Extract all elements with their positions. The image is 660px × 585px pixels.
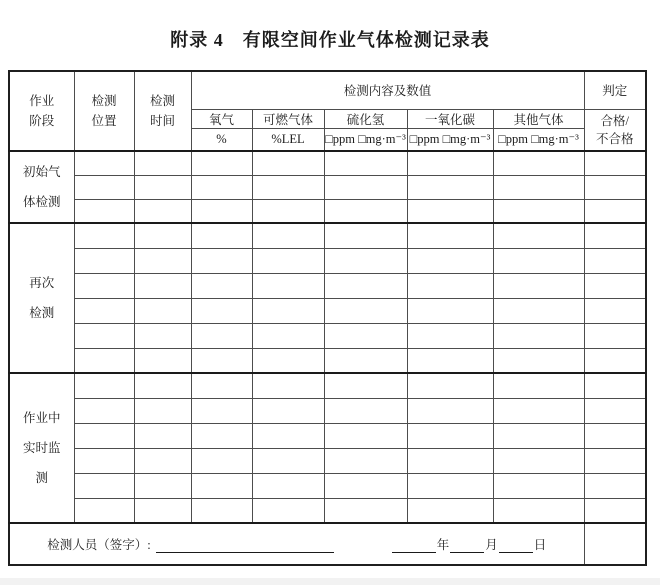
- data-cell: [252, 348, 324, 373]
- data-cell: [584, 175, 646, 199]
- data-cell: [324, 248, 407, 273]
- header-stage: 作业 阶段: [9, 71, 74, 151]
- data-cell: [74, 498, 134, 523]
- data-cell: [407, 473, 493, 498]
- data-cell: [584, 373, 646, 398]
- data-cell: [191, 298, 252, 323]
- data-cell: [493, 223, 584, 248]
- data-cell: [407, 398, 493, 423]
- page-title: 附录 4 有限空间作业气体检测记录表: [170, 30, 490, 50]
- unit-oxygen: %: [191, 128, 252, 151]
- header-judgment: 判定: [584, 71, 646, 109]
- data-cell: [493, 151, 584, 175]
- data-cell: [407, 298, 493, 323]
- data-cell: [191, 423, 252, 448]
- year-label: 年: [436, 538, 450, 552]
- data-cell: [252, 498, 324, 523]
- month-blank: [450, 539, 484, 553]
- data-cell: [324, 151, 407, 175]
- data-cell: [74, 199, 134, 223]
- data-cell: [493, 273, 584, 298]
- section-label-realtime: 作业中 实时监 测: [9, 373, 74, 523]
- data-cell: [74, 348, 134, 373]
- header-location: 检测 位置: [74, 71, 134, 151]
- data-cell: [407, 423, 493, 448]
- unit-other: □ppm □mg·m⁻³: [493, 128, 584, 151]
- data-cell: [584, 273, 646, 298]
- header-time: 检测 时间: [134, 71, 191, 151]
- day-label: 日: [533, 538, 547, 552]
- data-cell: [252, 423, 324, 448]
- data-cell: [584, 448, 646, 473]
- data-cell: [324, 398, 407, 423]
- header-gas-other: 其他气体: [493, 109, 584, 128]
- data-cell: [324, 273, 407, 298]
- data-cell: [324, 199, 407, 223]
- data-cell: [493, 175, 584, 199]
- unit-combustible: %LEL: [252, 128, 324, 151]
- data-cell: [407, 498, 493, 523]
- data-cell: [252, 373, 324, 398]
- data-cell: [324, 175, 407, 199]
- header-gas-h2s: 硫化氢: [324, 109, 407, 128]
- data-cell: [134, 498, 191, 523]
- data-cell: [324, 473, 407, 498]
- data-cell: [493, 473, 584, 498]
- data-cell: [252, 448, 324, 473]
- data-cell: [584, 423, 646, 448]
- data-cell: [191, 498, 252, 523]
- data-cell: [191, 398, 252, 423]
- data-cell: [74, 175, 134, 199]
- data-cell: [134, 423, 191, 448]
- data-cell: [493, 199, 584, 223]
- data-cell: [252, 223, 324, 248]
- data-cell: [493, 248, 584, 273]
- data-cell: [134, 223, 191, 248]
- data-cell: [191, 373, 252, 398]
- header-gas-oxygen: 氧气: [191, 109, 252, 128]
- data-cell: [134, 199, 191, 223]
- data-cell: [191, 448, 252, 473]
- data-cell: [134, 448, 191, 473]
- data-cell: [74, 298, 134, 323]
- section-label-initial: 初始气 体检测: [9, 151, 74, 223]
- data-cell: [252, 175, 324, 199]
- data-cell: [191, 248, 252, 273]
- day-blank: [499, 539, 533, 553]
- data-cell: [584, 151, 646, 175]
- signer-label: 检测人员（签字）:: [47, 538, 151, 552]
- section-label-recheck: 再次 检测: [9, 223, 74, 373]
- year-blank: [392, 539, 436, 553]
- data-cell: [191, 199, 252, 223]
- data-cell: [493, 423, 584, 448]
- data-cell: [324, 323, 407, 348]
- data-cell: [407, 175, 493, 199]
- data-cell: [134, 151, 191, 175]
- data-cell: [407, 373, 493, 398]
- page-bottom-strip: [0, 578, 660, 585]
- data-cell: [252, 248, 324, 273]
- data-cell: [584, 473, 646, 498]
- data-cell: [134, 323, 191, 348]
- signature-blank: [156, 539, 334, 553]
- data-cell: [584, 323, 646, 348]
- data-cell: [74, 473, 134, 498]
- data-cell: [493, 373, 584, 398]
- data-cell: [407, 223, 493, 248]
- header-gas-combustible: 可燃气体: [252, 109, 324, 128]
- data-cell: [252, 473, 324, 498]
- data-cell: [324, 298, 407, 323]
- data-cell: [134, 298, 191, 323]
- data-cell: [191, 473, 252, 498]
- data-cell: [252, 323, 324, 348]
- header-gas-co: 一氧化碳: [407, 109, 493, 128]
- data-cell: [584, 298, 646, 323]
- data-cell: [134, 398, 191, 423]
- data-cell: [191, 151, 252, 175]
- data-cell: [493, 323, 584, 348]
- data-cell: [324, 423, 407, 448]
- unit-h2s: □ppm □mg·m⁻³: [324, 128, 407, 151]
- data-cell: [191, 223, 252, 248]
- data-cell: [191, 348, 252, 373]
- data-cell: [584, 248, 646, 273]
- data-cell: [134, 348, 191, 373]
- data-cell: [584, 223, 646, 248]
- data-cell: [74, 448, 134, 473]
- data-cell: [407, 199, 493, 223]
- data-cell: [191, 175, 252, 199]
- month-label: 月: [485, 538, 498, 552]
- data-cell: [252, 199, 324, 223]
- data-cell: [74, 151, 134, 175]
- data-cell: [134, 175, 191, 199]
- signature-row: [9, 523, 584, 565]
- data-cell: [324, 498, 407, 523]
- data-cell: [252, 298, 324, 323]
- data-cell: [324, 223, 407, 248]
- data-cell: [584, 523, 646, 565]
- data-cell: [493, 398, 584, 423]
- data-cell: [407, 248, 493, 273]
- data-cell: [74, 323, 134, 348]
- unit-co: □ppm □mg·m⁻³: [407, 128, 493, 151]
- data-cell: [324, 348, 407, 373]
- data-cell: [74, 273, 134, 298]
- data-cell: [493, 298, 584, 323]
- header-judgment-sub: 合格/ 不合格: [584, 109, 646, 151]
- data-cell: [407, 348, 493, 373]
- data-cell: [252, 398, 324, 423]
- data-cell: [324, 448, 407, 473]
- data-cell: [191, 273, 252, 298]
- data-cell: [74, 398, 134, 423]
- data-cell: [324, 373, 407, 398]
- data-cell: [584, 199, 646, 223]
- data-cell: [493, 348, 584, 373]
- data-cell: [74, 223, 134, 248]
- data-cell: [584, 498, 646, 523]
- gas-detection-record-table: [8, 70, 647, 566]
- data-cell: [493, 448, 584, 473]
- data-cell: [134, 273, 191, 298]
- data-cell: [74, 248, 134, 273]
- data-cell: [584, 348, 646, 373]
- data-cell: [191, 323, 252, 348]
- data-cell: [134, 373, 191, 398]
- data-cell: [407, 448, 493, 473]
- data-cell: [252, 273, 324, 298]
- data-cell: [407, 151, 493, 175]
- data-cell: [134, 248, 191, 273]
- data-cell: [252, 151, 324, 175]
- data-cell: [74, 373, 134, 398]
- data-cell: [134, 473, 191, 498]
- header-content-group: 检测内容及数值: [191, 71, 584, 109]
- data-cell: [74, 423, 134, 448]
- data-cell: [584, 398, 646, 423]
- data-cell: [407, 323, 493, 348]
- data-cell: [493, 498, 584, 523]
- data-cell: [407, 273, 493, 298]
